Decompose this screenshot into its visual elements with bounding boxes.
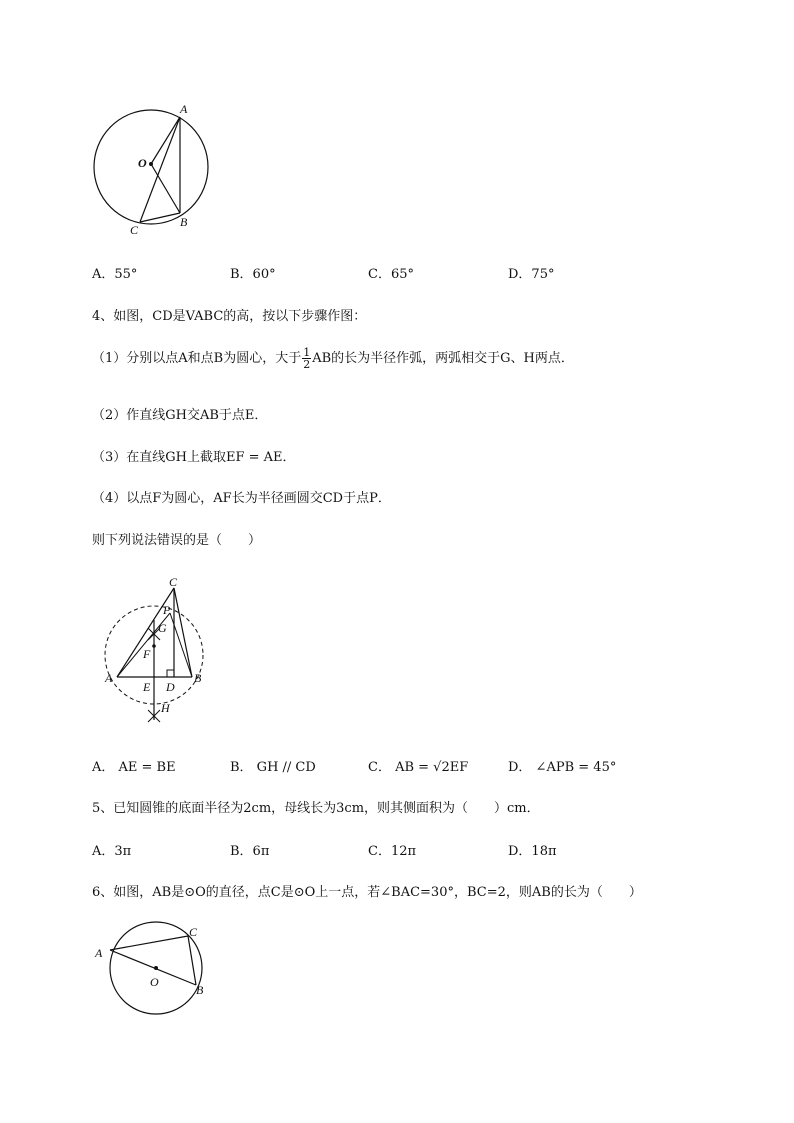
q4-label-g: G — [158, 621, 167, 635]
q3-segment-ob — [151, 164, 180, 213]
q4-step-2: （2）作直线GH交AB于点E． — [92, 408, 268, 423]
q3-label-o: O — [138, 156, 147, 170]
q4-step-1 — [92, 347, 574, 370]
q4-option-b: B． GH // CD — [230, 760, 316, 775]
q4-step-3: （3）在直线GH上截取EF = AE． — [92, 450, 296, 465]
q5-stem: 5、已知圆锥的底面半径为2cm，母线长为3cm，则其侧面积为（ ）cm． — [92, 801, 540, 816]
q4-label-c: C — [169, 575, 178, 589]
q3-option-b: B．60° — [230, 267, 276, 282]
q4-label-d: D — [166, 680, 175, 694]
q4-stem: 4、如图，CD是VABC的高，按以下步骤作图： — [92, 309, 367, 324]
q5-option-a: A．3π — [92, 844, 132, 859]
q4-label-p: P — [163, 603, 171, 617]
q4-step-4: （4）以点F为圆心，AF长为半径画圆交CD于点P． — [92, 491, 391, 506]
q4-step-1-before: （1）分别以点A和点B为圆心，大于 — [92, 351, 302, 366]
q4-option-a: A． AE = BE — [92, 760, 176, 775]
q5-option-c: C．12π — [368, 844, 417, 859]
q3-segment-cb — [140, 213, 180, 222]
q3-center-dot — [149, 162, 153, 166]
q6-center-dot — [154, 966, 158, 970]
q6-label-a: A — [95, 946, 103, 960]
q3-label-c: C — [130, 223, 139, 237]
q5-option-b: B．6π — [230, 844, 270, 859]
q4-construction-figure — [100, 570, 215, 725]
q4-step-1-fraction — [302, 347, 311, 370]
q3-circle-figure — [88, 100, 218, 240]
q4-point-f-dot — [152, 644, 156, 648]
q6-label-o: O — [150, 975, 159, 989]
q4-label-a: A — [105, 671, 113, 685]
q3-option-a: A．55° — [92, 267, 138, 282]
q3-option-d: D．75° — [508, 267, 555, 282]
q3-label-a: A — [180, 102, 188, 116]
q4-label-b: B — [194, 671, 202, 685]
q4-label-e: E — [143, 680, 151, 694]
q6-stem: 6、如图，AB是⊙O的直径，点C是⊙O上一点，若∠BAC=30°，BC=2，则AB的长为（ ） — [92, 885, 642, 900]
q3-circle — [94, 110, 208, 224]
q6-label-c: C — [189, 925, 198, 939]
q6-circle-figure — [90, 920, 215, 1020]
q5-option-d: D．18π — [508, 844, 557, 859]
q3-label-b: B — [180, 215, 188, 229]
q4-label-f: F — [143, 647, 151, 661]
q4-prompt: 则下列说法错误的是（ ） — [92, 533, 262, 548]
q4-fraction-numerator: 1 — [303, 346, 311, 359]
q4-label-h: H — [161, 701, 170, 715]
q4-fraction-denominator: 2 — [303, 358, 311, 371]
q6-label-b: B — [196, 983, 204, 997]
q4-step-1-after: AB的长为半径作弧，两弧相交于G、H两点． — [312, 351, 574, 366]
q4-option-d: D． ∠APB = 45° — [508, 760, 617, 775]
q3-segment-oa — [151, 117, 180, 164]
q3-option-c: C．65° — [368, 267, 414, 282]
q4-right-angle-mark — [167, 670, 174, 677]
q4-option-c: C． AB = √2EF — [368, 760, 469, 775]
